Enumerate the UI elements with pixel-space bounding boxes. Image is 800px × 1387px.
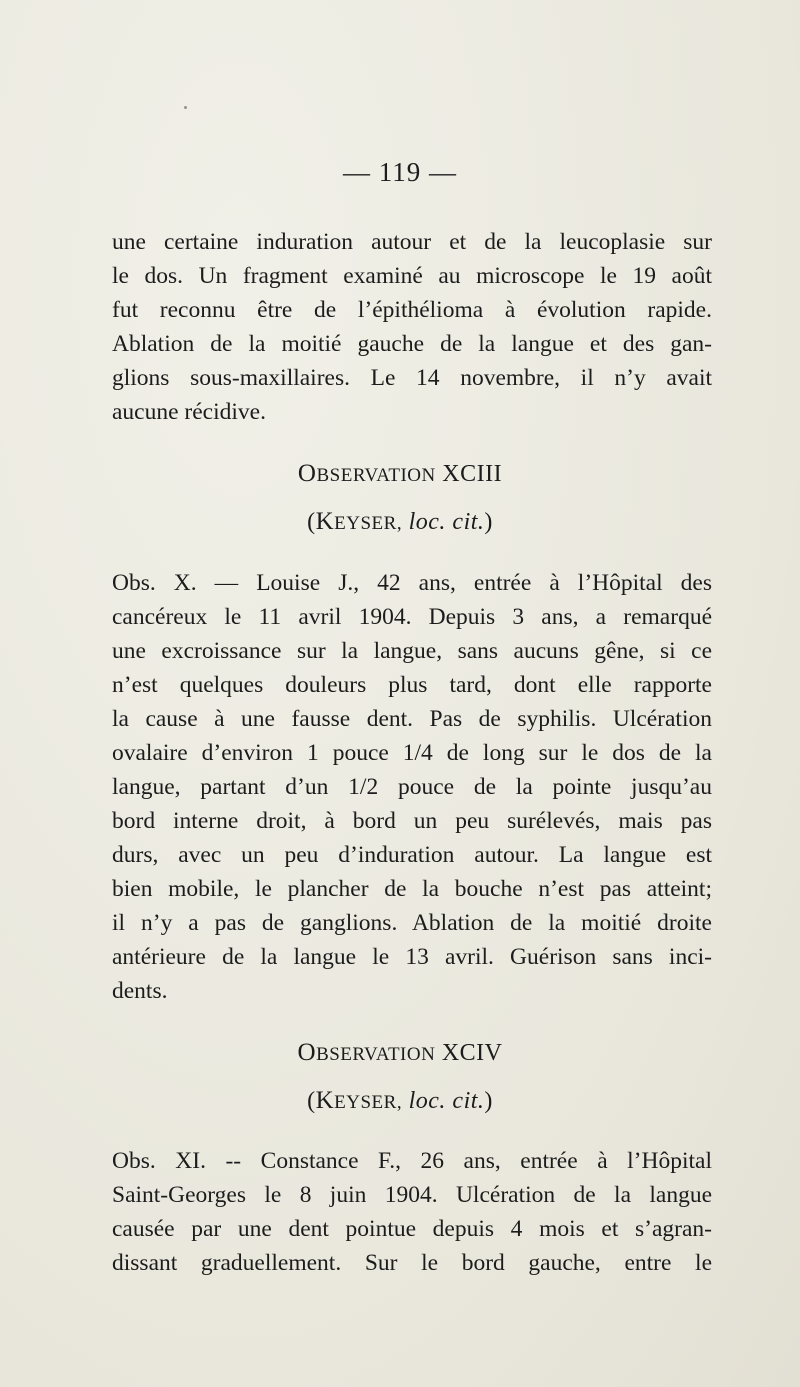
author-name: EYSER, [334, 1092, 403, 1113]
heading-initial: O [297, 1039, 317, 1066]
text-line: bord interne droit, à bord un peu surélevés, mais pas [112, 808, 712, 834]
observation-heading [0, 457, 800, 493]
text-line: ovalaire d’environ 1 pouce 1/4 de long sur le dos de la [112, 740, 712, 766]
text-line: Saint-Georges le 8 juin 1904. Ulcération de la langue [112, 1182, 712, 1208]
author-name: EYSER, [334, 513, 403, 534]
source-reference: loc. cit. [408, 509, 485, 535]
heading-initial: O [297, 460, 317, 487]
source-reference: loc. cit. [408, 1088, 485, 1114]
text-line: antérieure de la langue le 13 avril. Guérison sans inci- [112, 944, 712, 970]
text-line: langue, partant d’un 1/2 pouce de la pointe jusqu’au [112, 774, 712, 800]
text-line: il n’y a pas de ganglions. Ablation de la moitié droite [112, 910, 712, 936]
observation-number: XCIII [442, 461, 503, 487]
text-line: cancéreux le 11 avril 1904. Depuis 3 ans, a remarqué [112, 604, 712, 630]
observation-number: XCIV [441, 1040, 503, 1066]
text-line: une excroissance sur la langue, sans aucuns gêne, si ce [112, 638, 712, 664]
observation-heading [0, 1036, 800, 1072]
text-line: glions sous-maxillaires. Le 14 novembre, il n’y avait [112, 365, 712, 391]
paren-close: ) [484, 1088, 493, 1114]
observation-source [0, 1084, 800, 1120]
text-line: fut reconnu être de l’épithélioma à évolution rapide. [112, 297, 712, 323]
author-initial: K [315, 1087, 335, 1114]
text-line: la cause à une fausse dent. Pas de syphilis. Ulcération [112, 706, 712, 732]
text-line: bien mobile, le plancher de la bouche n’est pas atteint; [112, 876, 712, 902]
paper-speck [184, 106, 187, 109]
text-line: dents. [112, 978, 168, 1004]
text-line: une certaine induration autour et de la leucoplasie sur [112, 229, 712, 255]
text-line: Ablation de la moitié gauche de la langue et des gan- [112, 331, 712, 357]
observation-source [0, 505, 800, 541]
text-line: aucune récidive. [112, 399, 266, 425]
text-line: Obs. X. — Louise J., 42 ans, entrée à l’Hôpital des [112, 570, 712, 596]
text-line: Obs. XI. -- Constance F., 26 ans, entrée à l’Hôpital [112, 1148, 712, 1174]
author-initial: K [315, 508, 335, 535]
paren-close: ) [484, 509, 493, 535]
text-line: durs, avec un peu d’induration autour. La langue est [112, 842, 712, 868]
text-line: le dos. Un fragment examiné au microscope le 19 août [112, 263, 712, 289]
heading-word: BSERVATION [316, 1044, 436, 1065]
text-line: causée par une dent pointue depuis 4 mois et s’agran- [112, 1216, 712, 1242]
heading-word: BSERVATION [316, 465, 436, 486]
paren-open: ( [307, 1088, 316, 1114]
page-number: — 119 — [343, 157, 457, 187]
text-line: dissant graduellement. Sur le bord gauche, entre le [112, 1250, 712, 1276]
paren-open: ( [307, 509, 316, 535]
text-line: n’est quelques douleurs plus tard, dont elle rapporte [112, 672, 712, 698]
